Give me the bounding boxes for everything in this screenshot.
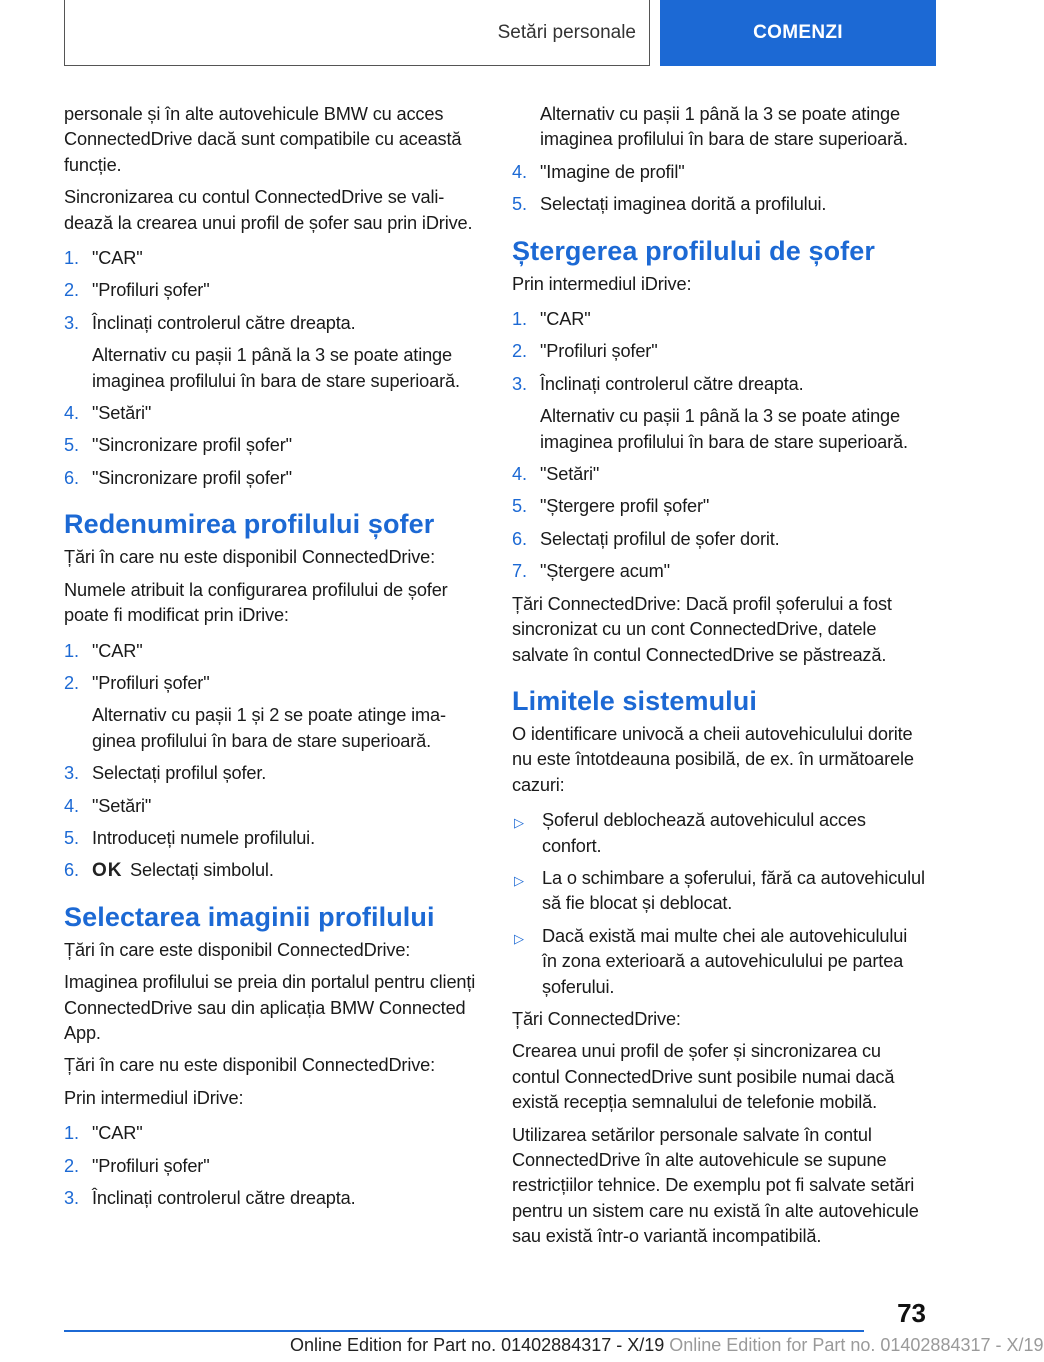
step-item bbox=[64, 671, 478, 696]
step-item bbox=[64, 794, 478, 819]
step-number: 2. bbox=[64, 1155, 79, 1176]
step-number: 2. bbox=[512, 341, 527, 362]
step-number: 5. bbox=[64, 435, 79, 456]
step-item bbox=[512, 494, 926, 519]
step-number: 5. bbox=[64, 827, 79, 848]
paragraph: Țări în care nu este disponibil ConnectedDrive: bbox=[64, 1055, 436, 1076]
paragraph: Utilizarea setărilor personale salvate în contul ConnectedDrive în alte autovehicule se supune restricțiilor tehnice. De exemplu pot fi salvate setări pentru un sistem care nu există în alte autovehicule sau există într-o variantă incompatibilă. bbox=[512, 1124, 919, 1247]
step-text-label: Selectați simbolul. bbox=[130, 860, 274, 881]
page-number: 73 bbox=[897, 1298, 926, 1328]
bullet-text: Dacă există mai multe chei ale autovehiculului în zona exterioară a autovehiculului pe partea șoferului. bbox=[542, 925, 908, 997]
step-item bbox=[64, 1186, 478, 1211]
step-text: "Ștergere acum" bbox=[540, 561, 670, 582]
bullet-text: La o schimbare a șoferului, fără ca autovehiculul să fie blocat și deblocat. bbox=[542, 867, 925, 914]
steps-delete bbox=[512, 307, 926, 585]
step-number: 2. bbox=[64, 672, 79, 693]
step-text: Introduceți numele profilului. bbox=[92, 827, 315, 848]
step-item bbox=[512, 527, 926, 552]
step-item bbox=[512, 372, 926, 397]
step-text: Selectați profilul de șofer dorit. bbox=[540, 528, 780, 549]
step-text: "CAR" bbox=[92, 248, 143, 269]
step-number: 5. bbox=[512, 496, 527, 517]
step-note: Alternativ cu pașii 1 până la 3 se poate atinge imaginea profilului în bara de stare superioară. bbox=[540, 104, 908, 150]
chapter-tab[interactable]: COMENZI bbox=[660, 0, 936, 66]
step-item bbox=[512, 192, 926, 217]
ok-icon: OK bbox=[92, 860, 123, 882]
footer-divider bbox=[64, 1330, 864, 1332]
bullet-arrow-icon: ▷ bbox=[514, 930, 524, 946]
step-item bbox=[512, 462, 926, 487]
step-item bbox=[64, 401, 478, 426]
step-item bbox=[512, 339, 926, 364]
right-column bbox=[512, 102, 926, 1257]
step-item bbox=[64, 826, 478, 851]
heading-delete-profile: Ștergerea profilului de șofer bbox=[512, 235, 875, 266]
step-number: 1. bbox=[64, 640, 79, 661]
step-note: Alternativ cu pașii 1 și 2 se poate atinge imaginea profilului în bara de stare superioară. bbox=[92, 705, 447, 751]
step-item bbox=[512, 307, 926, 332]
step-item bbox=[64, 1121, 478, 1146]
step-text: "CAR" bbox=[92, 640, 143, 661]
step-item bbox=[512, 160, 926, 185]
step-number: 4. bbox=[64, 795, 79, 816]
step-item bbox=[64, 858, 478, 883]
step-number: 2. bbox=[64, 280, 79, 301]
bullet-list bbox=[512, 808, 926, 1000]
heading-select-profile-image: Selectarea imaginii profilului bbox=[64, 901, 435, 932]
step-text: "Sincronizare profil șofer" bbox=[92, 467, 292, 488]
bullet-text: Șoferul deblochează autovehiculul acces confort. bbox=[542, 810, 866, 856]
step-item bbox=[64, 311, 478, 336]
step-number: 3. bbox=[512, 373, 527, 394]
step-number: 6. bbox=[512, 528, 527, 549]
step-number: 4. bbox=[512, 464, 527, 485]
step-number: 6. bbox=[64, 860, 79, 881]
bullet-item bbox=[512, 924, 926, 1000]
footer-edition-text: Online Edition for Part no. 01402884317 - X/19 bbox=[290, 1335, 665, 1355]
step-text: Selectați imaginea dorită a profilului. bbox=[540, 194, 827, 215]
page-header bbox=[64, 0, 936, 66]
step-number: 1. bbox=[512, 309, 527, 330]
heading-rename-profile: Redenumirea profilului șofer bbox=[64, 509, 435, 540]
step-text: "CAR" bbox=[92, 1123, 143, 1144]
step-text: Înclinați controlerul către dreapta. bbox=[92, 312, 356, 333]
step-text: "Setări" bbox=[92, 403, 152, 424]
step-number: 6. bbox=[64, 467, 79, 488]
step-text: "Profiluri șofer" bbox=[92, 280, 210, 301]
bullet-arrow-icon: ▷ bbox=[514, 872, 524, 888]
paragraph: personale și în alte autovehicule BMW cu acces ConnectedDrive dacă sunt compatibile cu această funcție. bbox=[64, 104, 462, 175]
step-note: Alternativ cu pașii 1 până la 3 se poate atinge imaginea profilului în bara de stare superioară. bbox=[92, 345, 460, 391]
footer-edition bbox=[290, 1335, 1044, 1356]
step-text: "Setări" bbox=[540, 464, 600, 485]
left-column bbox=[64, 102, 478, 1218]
bullet-item bbox=[512, 866, 926, 917]
bullet-arrow-icon: ▷ bbox=[514, 815, 524, 831]
step-number: 4. bbox=[64, 403, 79, 424]
step-text: Selectați profilul șofer. bbox=[92, 763, 267, 784]
steps-rename bbox=[64, 639, 478, 884]
paragraph: Prin intermediul iDrive: bbox=[64, 1087, 244, 1108]
step-number: 3. bbox=[64, 312, 79, 333]
step-text: "Imagine de profil" bbox=[540, 161, 685, 182]
paragraph: O identificare univocă a cheii autovehiculului dorite nu este întotdeauna posibilă, de ex. în următoarele cazuri: bbox=[512, 723, 914, 795]
step-number: 1. bbox=[64, 248, 79, 269]
heading-system-limits: Limitele sistemului bbox=[512, 685, 757, 716]
step-text: "Profiluri șofer" bbox=[540, 341, 658, 362]
step-text bbox=[92, 858, 478, 883]
step-item bbox=[64, 1154, 478, 1179]
step-number: 5. bbox=[512, 194, 527, 215]
step-item bbox=[64, 466, 478, 491]
paragraph: Prin intermediul iDrive: bbox=[512, 273, 692, 294]
step-item bbox=[64, 639, 478, 664]
step-number: 7. bbox=[512, 561, 527, 582]
paragraph: Țări ConnectedDrive: Dacă profil șoferului a fost sincronizat cu un cont ConnectedDrive, datele salvate în contul ConnectedDrive se păstrează. bbox=[512, 593, 892, 665]
step-text: "Sincronizare profil șofer" bbox=[92, 435, 292, 456]
paragraph: Numele atribuit la configurarea profilului de șofer poate fi modificat prin iDrive: bbox=[64, 579, 448, 626]
watermark: Online Edition for Part no. 01402884317 - X/19 bbox=[664, 1335, 1044, 1355]
section-title: Setări personale bbox=[497, 22, 636, 43]
step-text: "Profiluri șofer" bbox=[92, 672, 210, 693]
step-text: "Ștergere profil șofer" bbox=[540, 496, 710, 517]
step-item bbox=[64, 761, 478, 786]
step-text: "CAR" bbox=[540, 309, 591, 330]
paragraph: Țări în care nu este disponibil ConnectedDrive: bbox=[64, 547, 436, 568]
step-text: Înclinați controlerul către dreapta. bbox=[540, 373, 804, 394]
paragraph: Țări ConnectedDrive: bbox=[512, 1008, 681, 1029]
bullet-item bbox=[512, 808, 926, 859]
step-number: 3. bbox=[64, 1188, 79, 1208]
step-item bbox=[64, 278, 478, 303]
step-text: Înclinați controlerul către dreapta. bbox=[92, 1188, 356, 1208]
steps-sync bbox=[64, 246, 478, 491]
step-item bbox=[64, 246, 478, 271]
step-item bbox=[64, 433, 478, 458]
step-item bbox=[512, 559, 926, 584]
steps-image bbox=[64, 1121, 478, 1211]
step-number: 1. bbox=[64, 1123, 79, 1144]
step-text: "Profiluri șofer" bbox=[92, 1155, 210, 1176]
paragraph: Crearea unui profil de șofer și sincronizarea cu contul ConnectedDrive sunt posibile numai dacă există recepția semnalului de telefonie mobilă. bbox=[512, 1041, 895, 1113]
paragraph: Sincronizarea cu contul ConnectedDrive se validează la crearea unui profil de șofer sau prin iDrive. bbox=[64, 187, 473, 233]
paragraph: Imaginea profilului se preia din portalul pentru clienți ConnectedDrive sau din aplicația BMW Connected App. bbox=[64, 972, 476, 1043]
step-text: "Setări" bbox=[92, 795, 152, 816]
step-number: 4. bbox=[512, 161, 527, 182]
step-note: Alternativ cu pașii 1 până la 3 se poate atinge imaginea profilului în bara de stare superioară. bbox=[540, 406, 908, 452]
paragraph: Țări în care este disponibil ConnectedDrive: bbox=[64, 939, 411, 960]
step-number: 3. bbox=[64, 763, 79, 784]
